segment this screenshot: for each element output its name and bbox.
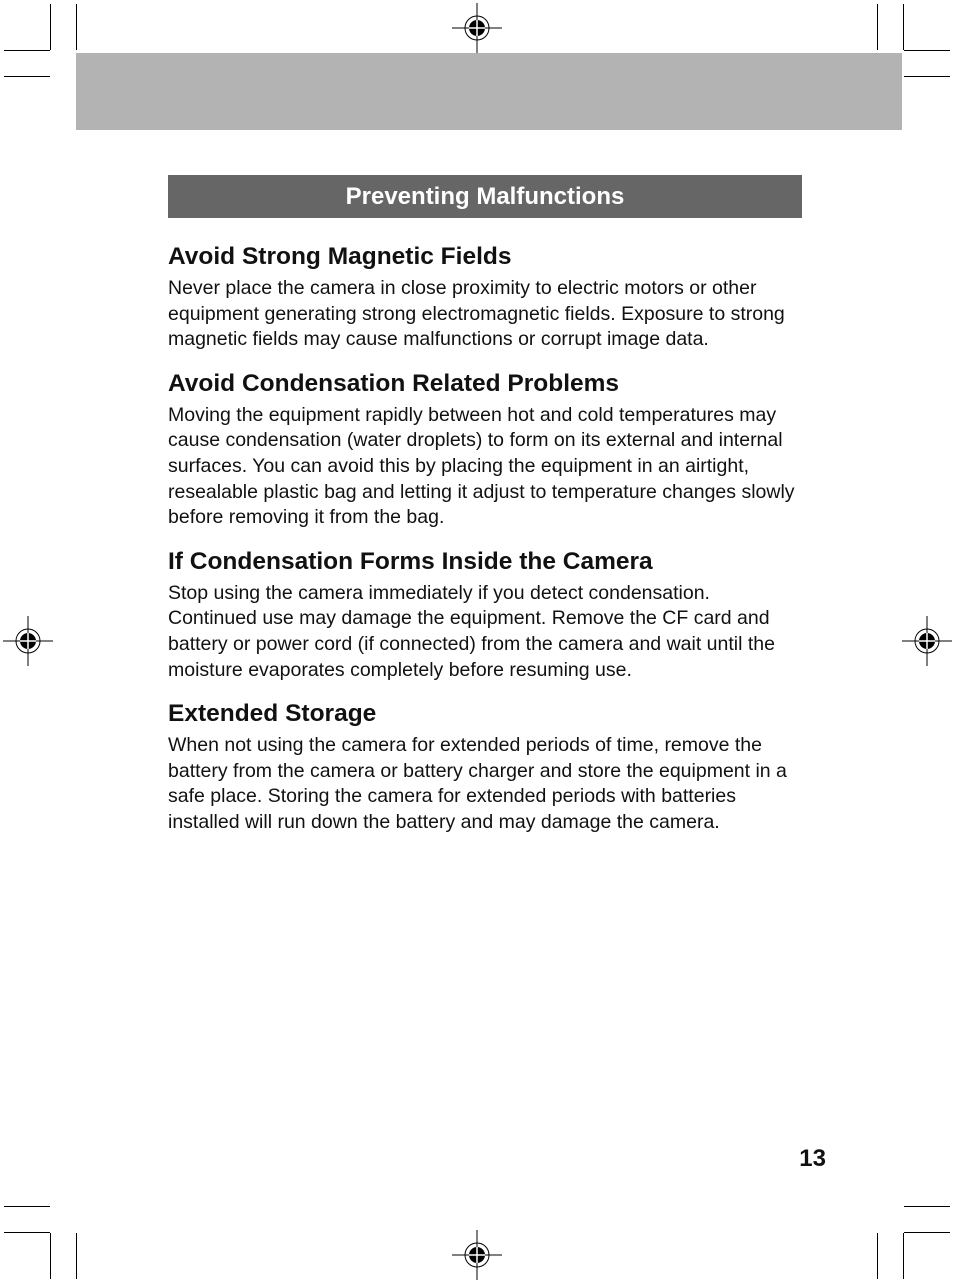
section-body: Stop using the camera immediately if you detect condensation. Continued use may damage the equipment. Remove the CF card and battery or power cord (if connected) from the camera and wait until the moisture evaporates completely before resuming use. <box>168 581 775 681</box>
section <box>168 367 804 531</box>
crop-mark <box>50 1233 51 1279</box>
crop-mark <box>903 4 904 50</box>
crop-mark <box>76 4 77 50</box>
crop-mark <box>904 1206 950 1207</box>
section-heading: Extended Storage <box>168 700 377 728</box>
section-body: Moving the equipment rapidly between hot and cold temperatures may cause condensation (water droplets) to form on its external and internal surfaces. You can avoid this by placing the equipment in an airtight, resealable plastic bag and letting it adjust to temperature changes slowly before removing it from the bag. <box>168 403 795 529</box>
crop-mark <box>904 76 950 77</box>
crop-mark <box>904 1232 950 1233</box>
registration-mark-icon <box>902 616 952 666</box>
crop-mark <box>76 1233 77 1279</box>
section-body: Never place the camera in close proximity to electric motors or other equipment generating strong electromagnetic fields. Exposure to strong magnetic fields may cause malfunctions or corrupt image data. <box>168 277 785 351</box>
section-heading: Avoid Condensation Related Problems <box>168 369 620 397</box>
section-heading: If Condensation Forms Inside the Camera <box>168 547 653 575</box>
section <box>168 240 804 353</box>
registration-mark-icon <box>3 616 53 666</box>
page-content <box>168 240 804 850</box>
crop-mark <box>903 1233 904 1279</box>
section <box>168 697 804 835</box>
crop-mark <box>4 50 50 51</box>
crop-mark <box>877 1233 878 1279</box>
page-title: Preventing Malfunctions <box>168 175 802 218</box>
section-heading: Avoid Strong Magnetic Fields <box>168 243 512 270</box>
registration-mark-icon <box>452 1230 502 1280</box>
crop-mark <box>4 76 50 77</box>
crop-mark <box>50 4 51 50</box>
page-number: 13 <box>799 1145 826 1172</box>
section-body: When not using the camera for extended periods of time, remove the battery from the camera or battery charger and store the equipment in a safe place. Storing the camera for extended periods with batteries installed will run down the battery and may damage the camera. <box>168 734 787 833</box>
header-band <box>76 53 902 130</box>
crop-mark <box>4 1206 50 1207</box>
registration-mark-icon <box>452 3 502 53</box>
section <box>168 545 804 683</box>
crop-mark <box>4 1232 50 1233</box>
crop-mark <box>904 50 950 51</box>
crop-mark <box>877 4 878 50</box>
